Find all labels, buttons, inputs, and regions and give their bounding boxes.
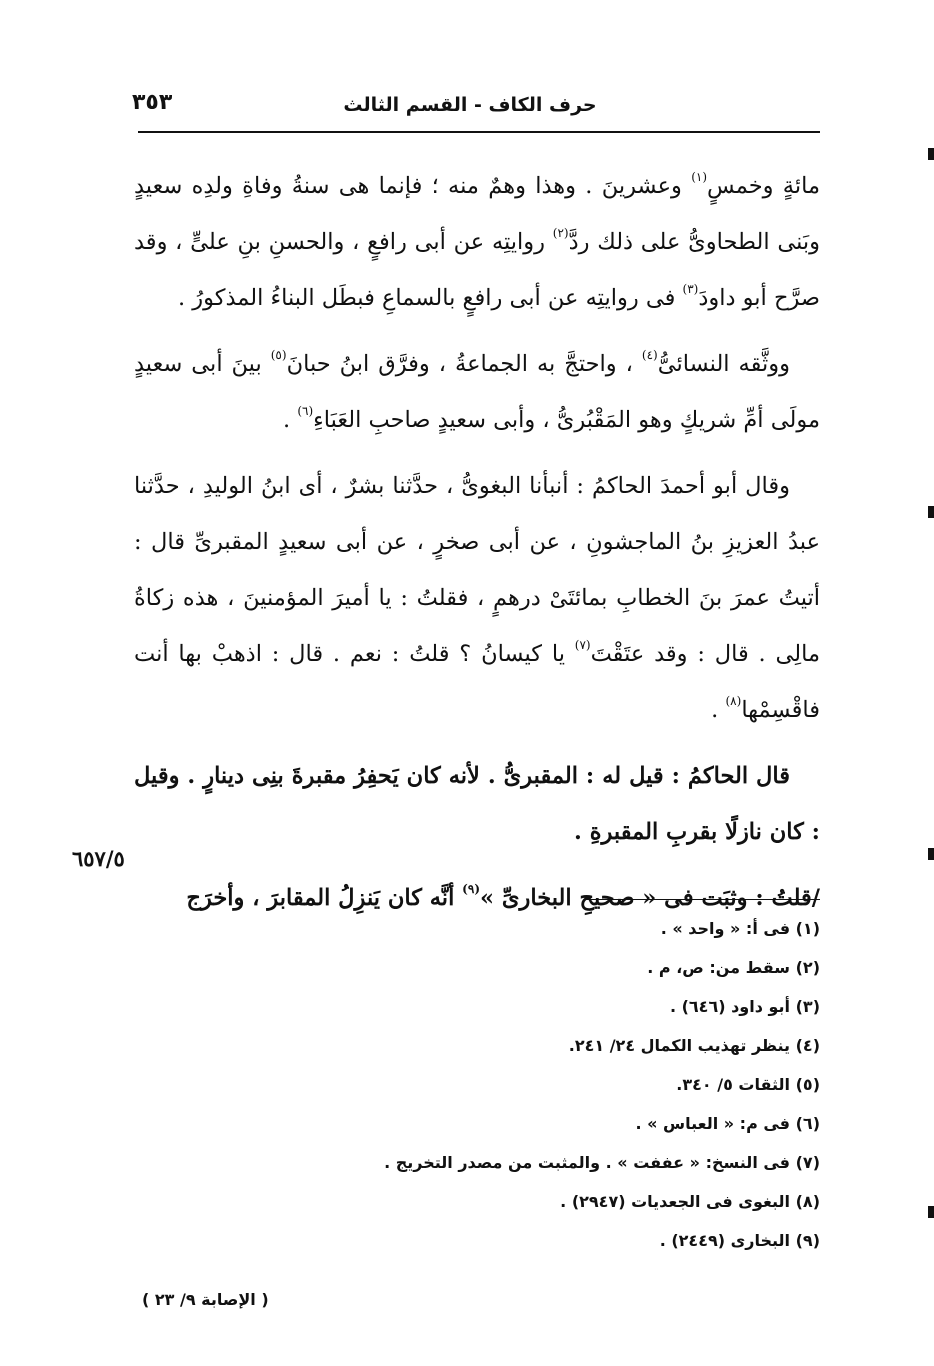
footnote-2: (٢) سقط من: ص، م . <box>647 958 820 977</box>
footnote-ref-8: (٨) <box>725 694 742 708</box>
footnote-ref-1: (١) <box>691 170 708 184</box>
margin-mark <box>928 148 934 160</box>
source-reference: ( الإصابة ٩/ ٢٣ ) <box>142 1290 269 1309</box>
footnote-ref-3: (٣) <box>682 282 699 296</box>
running-header-title: حرف الكاف - القسم الثالث <box>343 94 597 116</box>
margin-mark <box>928 848 934 860</box>
footnote-ref-6: (٦) <box>297 404 314 418</box>
margin-mark <box>928 1206 934 1218</box>
footnote-7: (٧) فى النسخ: « عففت » . والمثبت من مصدر التخريج . <box>384 1153 820 1172</box>
paragraph-5: /قلتُ : وثبَت فى « صحيحِ البخارىِّ »$^{(٩)}$ أنَّه كان يَنزِلُ المقابرَ ، وأخرَج <box>186 882 820 911</box>
footnote-6: (٦) فى م: « العباس » . <box>635 1114 820 1133</box>
footnote-ref-7: (٧) <box>574 638 591 652</box>
paragraph-4: قال الحاكمُ : قيل له : المقبرىُّ . لأنه كان يَحفِرُ مقبرةَ بنِى دينارٍ . وقيل : كان نازلًا بقربِ المقبرةِ . <box>134 763 820 845</box>
footnote-ref-4: (٤) <box>641 348 658 362</box>
folio-reference: ٦٥٧/٥ <box>72 846 125 871</box>
paragraph-1: مائةٍ وخمسٍ$^{(١)}$ وعشرينَ . وهذا وهمٌ منه ؛ فإنما هى سنةُ وفاةِ ولدِه سعيدٍ وبَنى الطحاوىُّ على ذلك ردَّ$^{(٢)}$ روايتِه عن أبى رافعٍ ، والحسنِ بنِ علىٍّ ، وقد صرَّح أبو داودَ$^{(٣)}$ فى روايتِه عن أبى رافعٍ بالسماعِ فبطَل البناءُ المذكورُ . <box>134 170 820 311</box>
page-number: ٣٥٣ <box>132 90 173 115</box>
footnote-8: (٨) البغوى فى الجعديات (٢٩٤٧) . <box>560 1192 820 1211</box>
footnote-5: (٥) الثقات ٥/ ٣٤٠. <box>676 1075 820 1094</box>
footnote-ref-5: (٥) <box>270 348 287 362</box>
footnote-4: (٤) ينظر تهذيب الكمال ٢٤/ ٢٤١. <box>568 1036 820 1055</box>
footnote-ref-9: (٩) <box>462 882 480 896</box>
footnotes <box>300 914 820 1265</box>
footnote-3: (٣) أبو داود (٦٤٦) . <box>669 997 820 1016</box>
paragraph-3: وقال أبو أحمدَ الحاكمُ : أنبأنا البغوىُّ ، حدَّثنا بشرٌ ، أى ابنُ الوليدِ ، حدَّثنا عبدُ العزيزِ بنُ الماجشونِ ، عن أبى صخرٍ ، عن أبى سعيدٍ المقبرىِّ قال : أتيتُ عمرَ بنَ الخطابِ بمائتَىْ درهمٍ ، فقلتُ : يا أميرَ المؤمنينَ ، هذه زكاةُ مالِى . قال : وقد عتَقْتَ$^{(٧)}$ يا كيسانُ ؟ قلتُ : نعم . قال : اذهبْ بها أنت فاقْسِمْها$^{(٨)}$ . <box>134 473 820 723</box>
footnote-9: (٩) البخارى (٢٤٤٩) . <box>659 1231 820 1250</box>
paragraph-2: ووثَّقه النسائىُّ$^{(٤)}$ ، واحتجَّ به الجماعةُ ، وفرَّق ابنُ حبانَ$^{(٥)}$ بينَ أبى سعيدٍ مولَى أمِّ شريكٍ وهو المَقْبُرىُّ ، وأبى سعيدٍ صاحبِ العَبَاءِ$^{(٦)}$ . <box>134 348 820 433</box>
margin-mark <box>928 506 934 518</box>
header-divider <box>138 131 820 133</box>
footnote-ref-2: (٢) <box>552 226 569 240</box>
footnote-1: (١) فى أ: « واحد » . <box>660 919 820 938</box>
main-text <box>134 158 820 926</box>
footnote-divider <box>585 899 820 900</box>
